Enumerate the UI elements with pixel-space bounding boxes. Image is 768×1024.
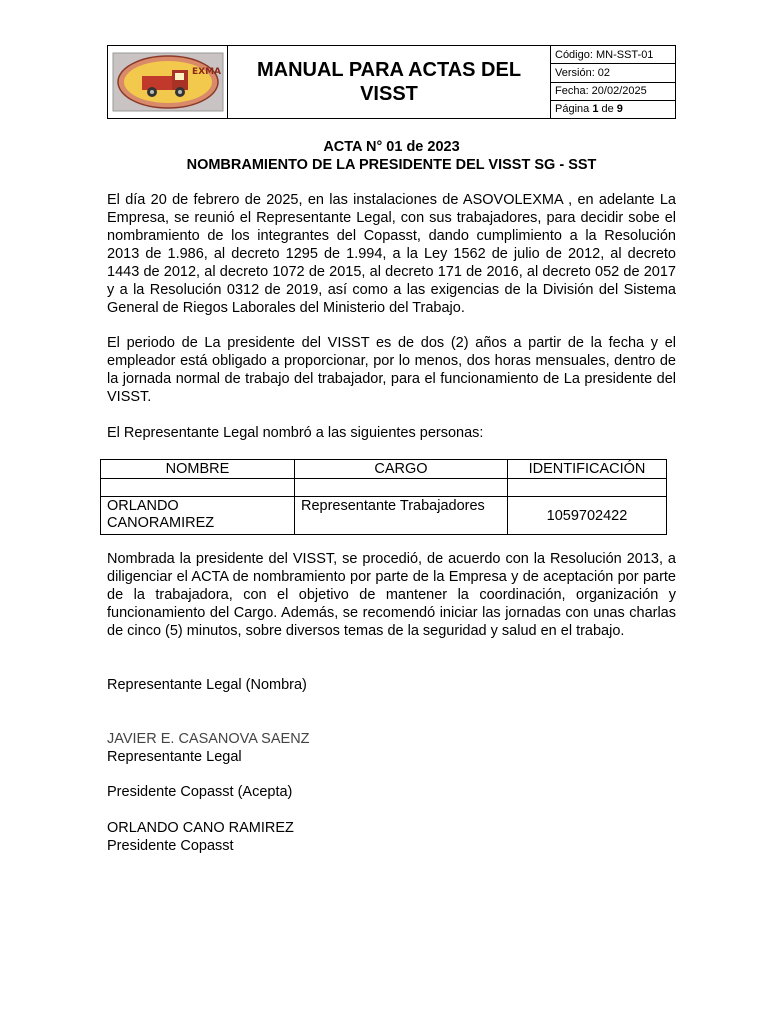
doc-page [551,101,675,118]
pres-name: ORLANDO CANO RAMIREZ [107,820,294,836]
logo-text: EXMA [191,67,221,77]
page-number: 1 [592,103,599,116]
page-prefix: Página [555,103,593,116]
col-header-identificacion: IDENTIFICACIÓN [508,460,667,479]
acta-subject: NOMBRAMIENTO DE LA PRESIDENTE DEL VISST SG - SST [186,157,597,173]
table-header-row [101,460,667,479]
document-title: MANUAL PARA ACTAS DEL VISST [228,46,551,118]
cell-identificacion: 1059702422 [508,497,667,535]
paragraph-4: Nombrada la presidente del VISST, se procedió, de acuerdo con la Resolución 2013, a diligenciar el ACTA de nombramiento por parte de la Empresa y de aceptación por parte de la trabajadora, con el objetivo de mantener la coordinación, organización y funcionamiento del Cargo. Además, se recomendó iniciar las jornadas con unas charlas de cinco (5) minutos, sobre diversos temas de la seguridad y salud en el trabajo. [107,551,676,639]
paragraph-1: El día 20 de febrero de 2025, en las instalaciones de ASOVOLEXMA , en adelante La Empresa, se reunió el Representante Legal, con sus trabajadores, para decidir sobe el nombramiento de los integrantes del Copasst, dando cumplimiento a la Resolución 2013 de 1.986, al decreto 1295 de 1.994, a la Ley 1562 de julio de 2012, al decreto 1443 de 2012, al decreto 1072 de 2015, al decreto 171 de 2016, al decreto 052 de 2017 y a la Resolución 0312 de 2019, así como a las exigencias de la División del Sistema General de Riegos Laborales del Ministerio del Trabajo. [107,192,676,316]
pres-acepta-label: Presidente Copasst (Acepta) [107,784,293,800]
logo-cell [108,46,228,118]
pres-role: Presidente Copasst [107,838,234,854]
doc-code: Código: MN-SST-01 [551,46,675,64]
document-header [107,45,676,119]
doc-date: Fecha: 20/02/2025 [551,83,675,101]
appointees-table [100,459,667,535]
cell-nombre: ORLANDO CANORAMIREZ [101,497,295,535]
page-of: de [598,103,617,116]
doc-version: Versión: 02 [551,64,675,82]
company-logo [112,52,224,112]
rep-role: Representante Legal [107,749,242,765]
table-row [101,497,667,535]
rep-nombra-label: Representante Legal (Nombra) [107,677,307,693]
acta-number: ACTA N° 01 de 2023 [323,139,460,155]
page-total: 9 [616,103,623,116]
table-empty-row [101,479,667,497]
document-meta [551,46,675,118]
acta-heading [107,138,676,174]
col-header-cargo: CARGO [295,460,508,479]
paragraph-2: El periodo de La presidente del VISST es de dos (2) años a partir de la fecha y el empleador está obligado a proporcionar, por lo menos, dos horas mensuales, dentro de la jornada normal de trabajo del trabajador, para el funcionamiento de La presidente del VISST. [107,335,676,405]
col-header-nombre: NOMBRE [101,460,295,479]
paragraph-3: El Representante Legal nombró a las siguientes personas: [107,425,484,441]
cell-cargo: Representante Trabajadores [295,497,508,535]
rep-name: JAVIER E. CASANOVA SAENZ [107,731,310,747]
